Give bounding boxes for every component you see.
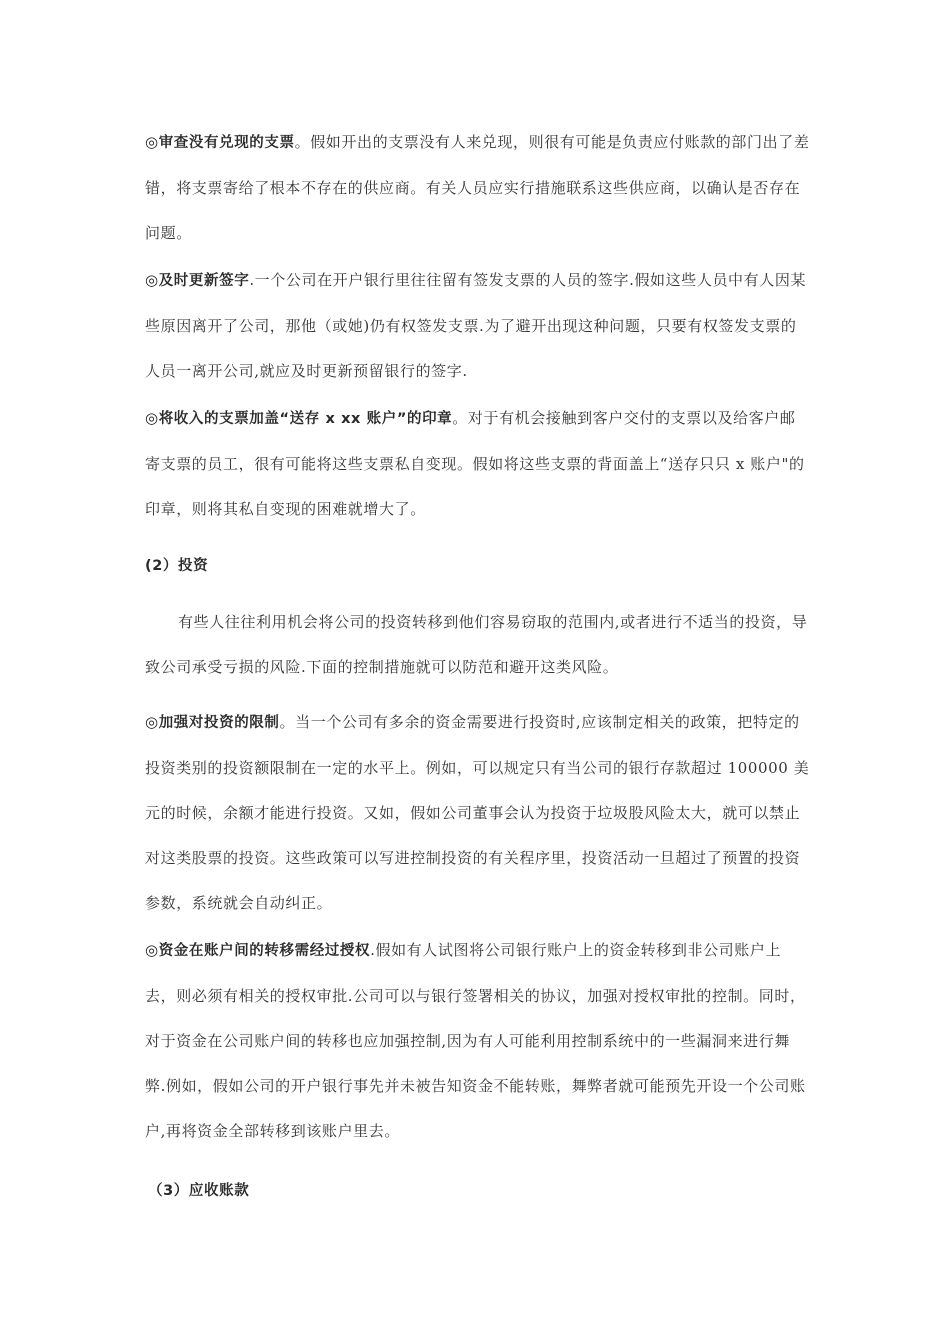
item-title: 加强对投资的限制 bbox=[158, 715, 280, 731]
paragraph-deposit-stamp bbox=[145, 396, 810, 532]
paragraph-investment-limits bbox=[145, 700, 810, 926]
item-body: 。对于有机会接触到客户交付的支票以及给客户邮寄支票的员工，很有可能将这些支票私自变现。假如将这些支票的背面盖上“送存只只 x 账户"的印章，则将其私自变现的困难就增大了。 bbox=[145, 409, 805, 518]
bullet-icon: ◎ bbox=[145, 133, 159, 151]
item-body: .一个公司在开户银行里往往留有签发支票的人员的签字.假如这些人员中有人因某些原因离开了公司，那他（或她)仍有权签发支票.为了避开出现这种问题，只要有权签发支票的人员一离开公司,就应及时更新预留银行的签字. bbox=[145, 271, 807, 380]
item-body: 。当一个公司有多余的资金需要进行投资时,应该制定相关的政策，把特定的投资类别的投资额限制在一定的水平上。例如，可以规定只有当公司的银行存款超过 100000 美元的时候，余额才能进行投资。又如，假如公司董事会认为投资于垃圾股风险太大，就可以禁止对这类股票的投资。这些政策可以写进控制投资的有关程序里，投资活动一旦超过了预置的投资参数，系统就会自动纠正。 bbox=[145, 713, 810, 912]
section-heading-receivables: （3）应收账款 bbox=[148, 1183, 250, 1199]
item-body: .假如有人试图将公司银行账户上的资金转移到非公司账户上去，则必须有相关的授权审批.公司可以与银行签署相关的协议，加强对授权审批的控制。同时，对于资金在公司账户间的转移也应加强控制,因为有人可能利用控制系统中的一些漏洞来进行舞弊.例如，假如公司的开户银行事先并未被告知资金不能转账，舞弊者就可能预先开设一个公司账户,再将资金全部转移到该账户里去。 bbox=[145, 941, 806, 1140]
paragraph-investment-intro: 有些人往往利用机会将公司的投资转移到他们容易窃取的范围内,或者进行不适当的投资，导致公司承受亏损的风险.下面的控制措施就可以防范和避开这类风险。 bbox=[145, 613, 808, 676]
section-heading-investment: (2）投资 bbox=[145, 558, 209, 574]
paragraph-transfer-authorization bbox=[145, 928, 810, 1154]
item-title: 将收入的支票加盖“送存 x xx 账户”的印章 bbox=[158, 411, 453, 427]
bullet-icon: ◎ bbox=[145, 271, 159, 289]
paragraph-update-signatures bbox=[145, 258, 810, 394]
document-page bbox=[145, 120, 810, 1214]
item-title: 资金在账户间的转移需经过授权 bbox=[158, 943, 371, 959]
paragraph-uncashed-checks bbox=[145, 120, 810, 256]
item-title: 审查没有兑现的支票 bbox=[158, 135, 295, 151]
bullet-icon: ◎ bbox=[145, 409, 159, 427]
bullet-icon: ◎ bbox=[145, 713, 159, 731]
item-body: 。假如开出的支票没有人来兑现，则很有可能是负责应付账款的部门出了差错，将支票寄给了根本不存在的供应商。有关人员应实行措施联系这些供应商，以确认是否存在问题。 bbox=[145, 133, 810, 242]
item-title: 及时更新签字 bbox=[158, 273, 250, 289]
bullet-icon: ◎ bbox=[145, 941, 159, 959]
